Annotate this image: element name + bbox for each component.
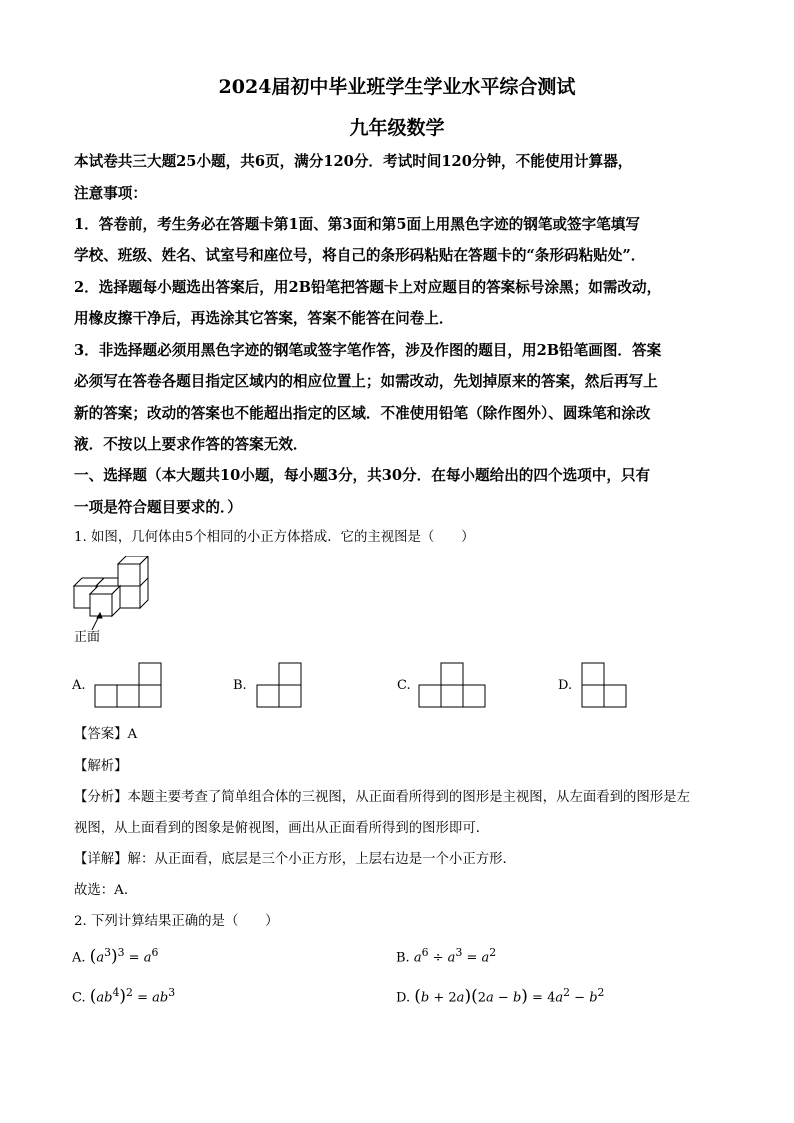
q1-stem: 1. 如图，几何体由5个相同的小正方体搭成．它的主视图是（ ） (74, 530, 475, 545)
q1-option-a-figure[interactable] (94, 661, 164, 709)
note-1-line-1: 1．答卷前，考生务必在答题卡第1面、第3面和第5面上用黑色字迹的钢笔或签字笔填写 (74, 216, 640, 233)
q2-option-a[interactable]: A. $(a^3)^3 = a^6$ (72, 946, 159, 967)
q2-b-equals: = (466, 950, 478, 966)
q2-stem: 2. 下列计算结果正确的是（ ） (74, 914, 279, 929)
q2-c-result-a: a (152, 990, 160, 1006)
q2-c-equals: = (137, 990, 148, 1006)
q2-d-minus-2: − (574, 990, 586, 1006)
q1-option-a-label: A. (72, 678, 86, 693)
q2-d-b1: b (420, 990, 430, 1006)
q2-b-result-var: a (481, 950, 490, 966)
q2-b-result-exp: 2 (489, 946, 497, 959)
q2-option-c[interactable]: C. $(ab^4)^2 = ab^3$ (72, 986, 176, 1007)
note-1-line-2: 学校、班级、姓名、试室号和座位号，将自己的条形码粘贴在答题卡的“条形码粘贴处”． (74, 247, 646, 264)
q1-solid-figure (70, 556, 160, 632)
q2-b-var-1: a (413, 950, 422, 966)
q2-c-result-b: b (159, 990, 169, 1006)
q2-c-var-b: b (104, 990, 113, 1006)
q1-option-c-figure[interactable] (418, 661, 488, 709)
q1-detail: 【详解】解：从正面看，底层是三个小正方形，上层右边是一个小正方形． (74, 852, 516, 867)
page-subtitle: 九年级数学 (349, 117, 445, 139)
q2-option-b[interactable] (396, 946, 496, 965)
note-3-line-4: 液．不按以上要求作答的答案无效． (74, 436, 308, 453)
note-3-line-1: 3．非选择题必须用黑色字迹的钢笔或签字笔作答，涉及作图的题目，用2B铅笔画图．答案 (74, 342, 662, 359)
q1-analysis-line-2: 视图，从上面看到的图象是俯视图，画出从正面看所得到的图形即可． (74, 821, 490, 836)
q2-option-a-label: A. (72, 950, 86, 966)
q2-c-var-a: a (96, 990, 105, 1006)
q2-c-result-exp: 3 (168, 986, 176, 999)
section-heading-line-1: 一、选择题（本大题共10小题，每小题3分，共30分．在每小题给出的四个选项中，只有 (74, 467, 651, 484)
q2-a-exp-inner: 3 (104, 946, 111, 959)
q1-option-d-figure[interactable] (581, 661, 631, 709)
note-3-line-2: 必须写在答卷各题目指定区域内的相应位置上；如需改动，先划掉原来的答案，然后再写上 (74, 373, 658, 390)
q2-d-exp-b: 2 (597, 986, 605, 999)
q2-b-exp-1: 6 (421, 946, 429, 959)
q2-d-minus-1: − (497, 990, 509, 1006)
q1-choice: 故选：A． (74, 883, 138, 898)
q2-d-four: 4 (547, 990, 556, 1006)
q2-option-d[interactable]: D. $(b + 2a)(2a - b) = 4a^2 - b^2$ (396, 986, 605, 1007)
q2-option-d-label: D. (396, 990, 411, 1006)
q2-b-var-2: a (447, 950, 456, 966)
note-2-line-1: 2．选择题每小题选出答案后，用2B铅笔把答题卡上对应题目的答案标号涂黑；如需改动， (74, 279, 662, 296)
q2-b-exp-2: 3 (455, 946, 463, 959)
q2-d-b2: b (512, 990, 522, 1006)
q2-d-b3: b (589, 990, 598, 1006)
q2-a-result-exp: 6 (151, 946, 159, 959)
q2-b-divide: ÷ (432, 950, 444, 966)
q1-option-d-label: D. (558, 678, 573, 693)
q2-d-equals: = (532, 990, 543, 1006)
q2-option-b-label: B. (396, 950, 410, 966)
note-3-line-3: 新的答案；改动的答案也不能超出指定的区域．不准使用铅笔（除作图外）、圆珠笔和涂改 (74, 405, 651, 422)
q2-a-equals: = (128, 950, 140, 966)
q2-a-var: a (96, 950, 105, 966)
page-title: 2024届初中毕业班学生学业水平综合测试 (218, 76, 576, 98)
q1-analysis-heading: 【解析】 (74, 759, 128, 774)
q2-a-result-var: a (143, 950, 152, 966)
exam-summary: 本试卷共三大题25小题，共6页，满分120分．考试时间120分钟，不能使用计算器， (74, 153, 633, 170)
q2-a-exp-outer: 3 (117, 946, 125, 959)
q2-c-exp-outer: 2 (126, 986, 133, 999)
q2-d-two-1: 2 (448, 990, 457, 1006)
notes-heading: 注意事项： (74, 185, 147, 202)
q1-answer: 【答案】A (74, 727, 138, 742)
note-2-line-2: 用橡皮擦干净后，再选涂其它答案，答案不能答在问卷上． (74, 310, 454, 327)
q2-d-a1: a (456, 990, 465, 1006)
q2-d-exp-a: 2 (563, 986, 571, 999)
q2-d-plus: + (433, 990, 445, 1006)
q2-c-exp-inner: 4 (112, 986, 120, 999)
q2-option-c-label: C. (72, 990, 86, 1006)
q1-option-c-label: C. (397, 678, 411, 693)
q2-d-a2: a (485, 990, 494, 1006)
q2-d-a3: a (555, 990, 564, 1006)
q1-front-label: 正面 (74, 630, 101, 645)
q1-option-b-label: B. (233, 678, 247, 693)
q2-d-two-2: 2 (477, 990, 486, 1006)
section-heading-line-2: 一项是符合题目要求的．） (74, 499, 242, 516)
q1-option-b-figure[interactable] (256, 661, 306, 709)
q1-analysis-line-1: 【分析】本题主要考查了简单组合体的三视图，从正面看所得到的图形是主视图，从左面看到的图形是左 (74, 790, 690, 805)
